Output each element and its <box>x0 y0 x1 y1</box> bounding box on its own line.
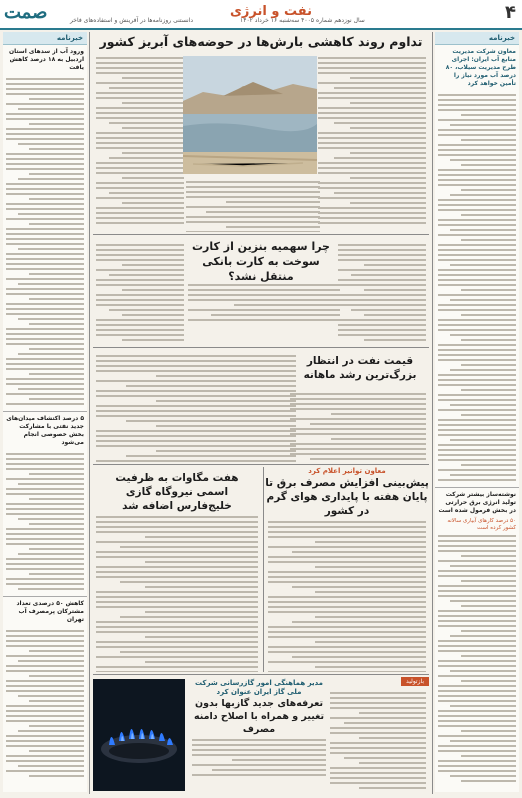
left-news-body-3 <box>3 627 87 783</box>
right-column-header: خبرنامه <box>435 32 519 45</box>
left-column-header: خبرنامه <box>3 32 87 45</box>
power-story-body <box>265 518 429 672</box>
left-news-title-3: کاهش ۵۰ درصدی تعداد مشترکان پرمصرف آب تهران <box>3 596 87 627</box>
fuel-card-body-left <box>93 241 187 345</box>
left-news-title-2: ۵ درصد اکتشاف میدان‌های جدید نفتی با مشارکت بخش خصوصی انجام می‌شود <box>3 411 87 450</box>
fuel-card-story <box>93 237 429 345</box>
newspaper-logo: صمت <box>4 2 48 23</box>
section-divider <box>93 347 429 348</box>
left-news-column <box>3 32 87 792</box>
reservoir-image <box>183 56 317 174</box>
reservoir-photo <box>183 56 317 174</box>
section-divider <box>93 674 429 675</box>
oil-price-story <box>93 350 429 462</box>
right-news-title-2: نوشته‌ساز بیشتر شرکت تولید انرژی برق حرارتی در بخش فرمول شده است <box>435 487 519 518</box>
masthead <box>0 0 522 30</box>
gas-tariff-kicker: مدیر هماهنگی امور گازرسانی شرکت ملی گاز ایران عنوان کرد <box>195 679 323 696</box>
gas-tariff-body-right <box>327 689 429 794</box>
gas-tariff-headline-block <box>189 679 329 782</box>
right-news-title-1: معاون شرکت مدیریت منابع آب ایران: اجرای طرح مدیریت سیلاب، ۸۰ درصد آب مورد نیاز را تأمین خواهد کرد <box>445 48 516 87</box>
column-divider <box>263 467 264 672</box>
oil-price-body-left <box>93 352 299 462</box>
main-story-headline: تداوم روند کاهشی بارش‌ها در حوضه‌های آبریز کشور <box>99 34 423 49</box>
gas-tariff-body-center <box>189 736 329 782</box>
fuel-card-body-center <box>185 281 343 327</box>
main-story-body-left <box>93 54 187 230</box>
plant-story-body <box>93 513 261 672</box>
page-number: ۴ <box>505 2 516 23</box>
left-news-title-1: ورود آب از سدهای استان اردبیل به ۱۸ درصد کاهش یافت <box>8 48 84 71</box>
main-story-body-bottom <box>183 178 323 232</box>
fuel-card-headline: چرا سهمیه بنزین از کارت سوخت به کارت بانکی منتقل نشد؟ <box>192 240 330 283</box>
section-title: نفت و انرژی <box>230 4 312 19</box>
gas-tariff-label: بازتولید <box>401 677 429 686</box>
section-divider <box>93 464 429 465</box>
gas-tariff-story <box>93 677 429 794</box>
oil-price-body-right <box>287 390 429 462</box>
main-story <box>93 32 429 232</box>
power-story <box>265 467 429 672</box>
gas-burner-image <box>93 679 185 791</box>
section-divider <box>93 234 429 235</box>
right-news-body-2 <box>435 532 519 788</box>
fuel-card-body-right <box>335 241 429 345</box>
oil-price-headline: قیمت نفت در انتظار بزرگ‌ترین رشد ماهانه <box>303 355 417 381</box>
column-divider <box>89 32 90 794</box>
gas-flame-photo <box>93 679 185 791</box>
power-story-headline: پیش‌بینی افزایش مصرف برق تا پایان هفته با پایداری هوای گرم در کشور <box>265 477 429 517</box>
column-divider <box>432 32 433 794</box>
power-story-kicker: معاون توانیر اعلام کرد <box>308 467 386 475</box>
left-news-body-2 <box>3 450 87 596</box>
gas-tariff-headline: تعرفه‌های جدید گازبها بدون تغییر و همراه با اصلاح دامنه مصرف <box>193 698 325 735</box>
main-story-body-right <box>315 54 429 230</box>
tagline: دانستنی روزنامه‌ها در آفرینش و استفاده‌های فاخر <box>70 17 194 24</box>
right-news-subtitle-2: ۵۰ درصد کارهای آبیاری سالانه کشور کرده است <box>447 518 516 531</box>
issue-line: سال نوزدهم شماره ۴۰۰۵ سه‌شنبه ۱۶ خرداد ۱۴۰۲ <box>240 17 365 24</box>
plant-story-headline: هفت مگاوات به ظرفیت اسمی نیروگاه گازی خلیج‌فارس اضافه شد <box>115 472 239 512</box>
right-news-body-1 <box>435 91 519 487</box>
left-news-body-1 <box>3 75 87 411</box>
right-news-column <box>435 32 519 792</box>
plant-story <box>93 467 261 672</box>
